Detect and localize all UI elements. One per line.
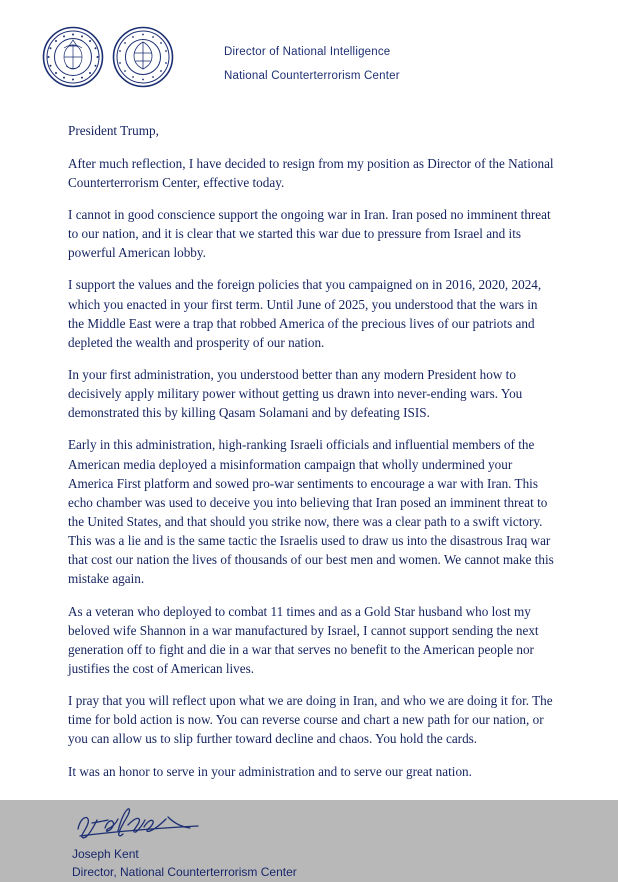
nctc-seal (112, 26, 174, 88)
paragraph: As a veteran who deployed to combat 11 times and as a Gold Star husband who lost my beloved wife Shannon in a war manufactured by Israel, I cannot support sending the next generation off to fight and die in a war that serves no benefit to the American people nor justifies the cost of American lives. (68, 603, 539, 676)
paragraph: I support the values and the foreign policies that you campaigned on in 2016, 2020, 2024, which you enacted in your first term. Until June of 2025, you understood that the wars in the Middle East were a trap that robbed America of the precious lives of our patriots and depleted the wealth and prosperity of our nation. (68, 277, 542, 350)
letterhead-line-1: Director of National Intelligence (224, 46, 391, 58)
letterhead-line-2: National Counterterrorism Center (224, 70, 400, 83)
salutation: President Trump, (68, 123, 159, 138)
signature-block (68, 803, 554, 882)
signature-joseph-kent (72, 803, 302, 843)
signature-name: Joseph Kent (72, 846, 139, 861)
paragraph: I cannot in good conscience support the ongoing war in Iran. Iran posed no imminent threat to our nation, and it is clear that we started this war due to pressure from Israel and its powerful American lobby. (68, 207, 551, 261)
paragraph: In your first administration, you understood better than any modern President how to decisively apply military power without getting us drawn into never-ending wars. You demonstrated this by killing Qasam Solamani and by defeating ISIS. (68, 367, 523, 421)
letter-body (0, 122, 618, 882)
paragraph: It was an honor to serve in your administration and to serve our great nation. (68, 763, 472, 779)
letterhead (0, 0, 618, 108)
dni-seal (42, 26, 104, 88)
seal-group (42, 26, 174, 88)
signature-title: Director, National Counterterrorism Center (72, 865, 297, 880)
letterhead-text (224, 44, 400, 86)
paragraph: Early in this administration, high-ranking Israeli officials and influential members of the American media deployed a misinformation campaign that wholly undermined your America First platform and sowed pro-war sentiments to encourage a war with Iran. This echo chamber was used to deceive you into believing that Iran posed an imminent threat to the United States, and that should you strike now, there was a clear path to a swift victory. This was a lie and is the same tactic the Israelis used to draw us into the disastrous Iraq war that cost our nation the lives of thousands of our best men and women. We cannot make this mistake again. (68, 437, 554, 587)
paragraph: I pray that you will reflect upon what we are doing in Iran, and who we are doing it for. The time for bold action is now. You can reverse course and chart a new path for our nation, or you can allow us to slip further toward decline and chaos. You hold the cards. (68, 693, 553, 747)
paragraph: After much reflection, I have decided to resign from my position as Director of the National Counterterrorism Center, effective today. (68, 155, 554, 190)
